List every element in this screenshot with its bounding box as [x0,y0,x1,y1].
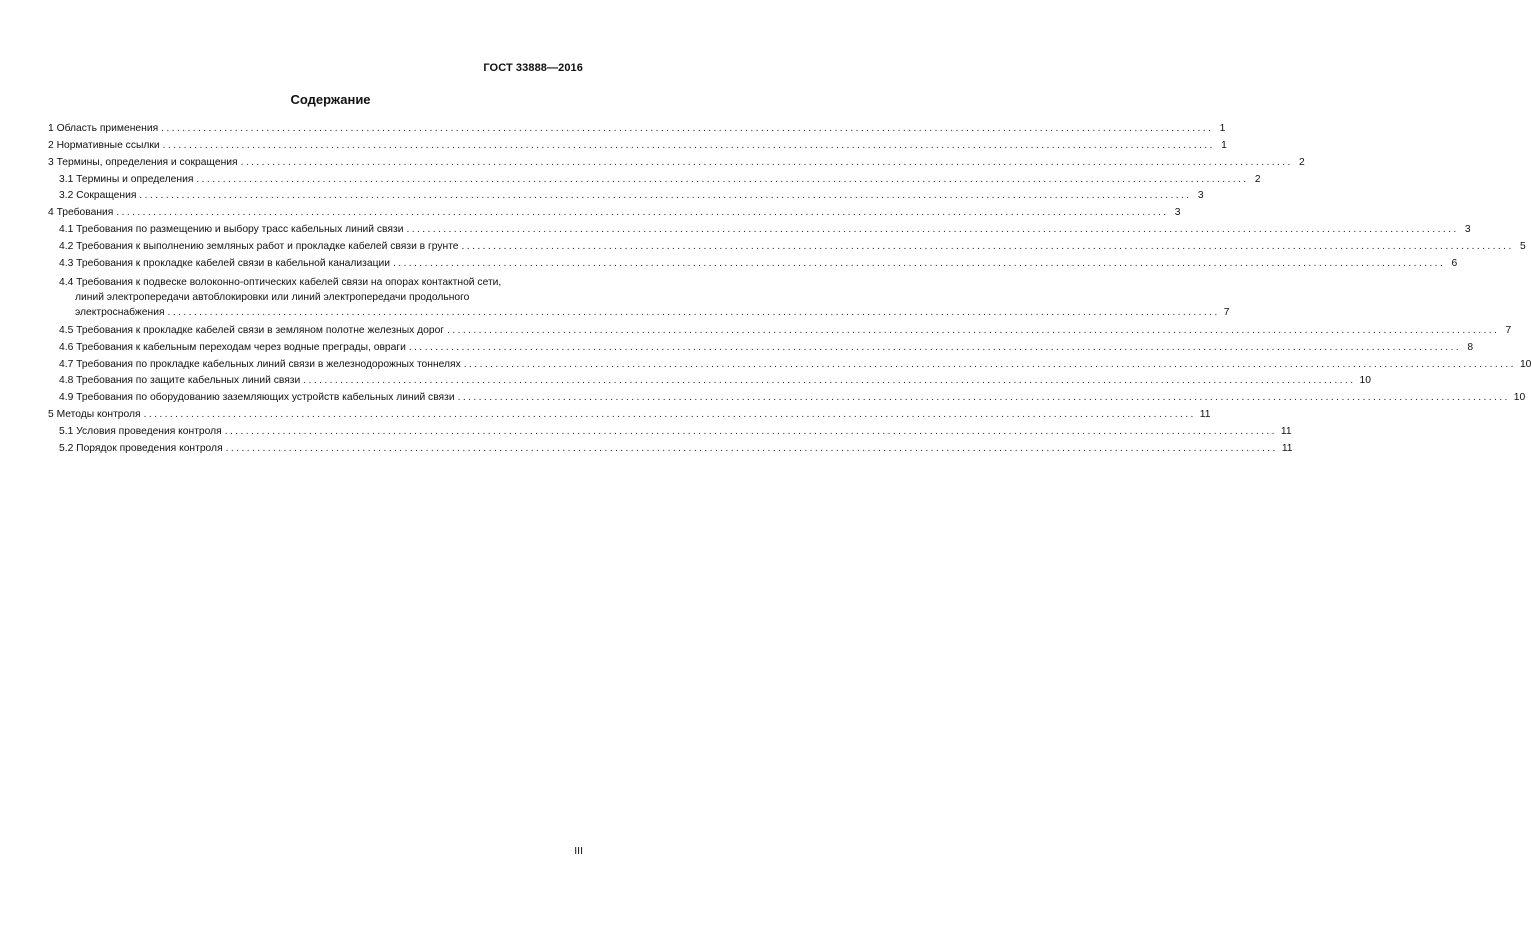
leader-dots: ........................................................................................................................................................................................................ [240,156,1293,168]
toc-entry-title: 5.2 Порядок проведения контроля [59,443,223,455]
toc-entry[interactable] [48,118,1226,135]
toc-entry-page: 11 [1280,426,1292,438]
toc-subentry[interactable] [48,354,1531,371]
toc-entry-title-line: линий электропередачи автоблокировки или линий электропередачи продольного [75,291,470,303]
toc-entry-title: 4.5 Требования к прокладке кабелей связи в земляном полотне железных дорог [59,324,445,336]
toc-entry-title: 4.3 Требования к прокладке кабелей связи в кабельной канализации [59,258,390,270]
toc-subentry[interactable] [48,371,1371,388]
toc-subentry[interactable] [48,320,1512,337]
toc-subentry[interactable] [48,337,1474,354]
leader-dots: ........................................................................................................................................................................................................ [408,341,1462,353]
toc-entry-page: 10 [1359,375,1371,387]
toc-entry-title: 1 Область применения [48,122,159,134]
toc-entry-page: 6 [1451,258,1458,270]
toc-entry-title: 4.9 Требования по оборудованию заземляющих устройств кабельных линий связи [59,392,455,404]
toc-entry-page: 11 [1199,409,1211,421]
toc-subentry[interactable] [48,253,1458,270]
toc-entry-title: 3.1 Термины и определения [59,173,194,185]
leader-dots: ........................................................................................................................................................................................................ [393,258,1446,270]
toc-entry-page: 7 [1223,306,1230,318]
toc-entry-page: 3 [1174,207,1181,219]
toc-subentry[interactable] [48,421,1292,438]
page-title: Содержание [290,92,371,107]
toc-entry-title: 4.2 Требования к выполнению земляных работ и прокладке кабелей связи в грунте [59,241,459,253]
toc-entry-title: 5 Методы контроля [48,409,141,421]
leader-dots: ........................................................................................................................................................................................................ [463,358,1516,370]
table-of-contents [48,118,1531,455]
leader-dots: ........................................................................................................................................................................................................ [162,139,1215,151]
toc-entry-page: 11 [1281,443,1293,455]
leader-dots: ........................................................................................................................................................................................................ [196,173,1249,185]
leader-dots: ........................................................................................................................................................................................................ [225,443,1278,455]
toc-entry-title: 4.1 Требования по размещению и выбору трасс кабельных линий связи [59,224,404,236]
toc-entry-page: 1 [1219,122,1226,134]
toc-entry-page: 2 [1299,156,1305,168]
leader-dots: ........................................................................................................................................................................................................ [139,190,1192,202]
toc-entry-title: 4.6 Требования к кабельным переходам через водные преграды, овраги [59,341,406,353]
leader-dots: ........................................................................................................................................................................................................ [447,324,1500,336]
toc-subentry-multiline[interactable] [48,275,1230,320]
toc-entry[interactable] [48,135,1227,152]
page-number: III [574,845,583,857]
leader-dots: ........................................................................................................................................................................................................ [161,122,1214,134]
leader-dots: ........................................................................................................................................................................................................ [116,207,1169,219]
standard-number: ГОСТ 33888—2016 [483,62,583,74]
toc-entry-page: 2 [1254,173,1261,185]
leader-dots: ........................................................................................................................................................................................................ [303,375,1356,387]
toc-entry-page: 7 [1505,324,1512,336]
toc-subentry[interactable] [48,219,1471,236]
toc-entry-page: 10 [1513,392,1526,404]
toc-subentry[interactable] [48,438,1293,455]
leader-dots: ........................................................................................................................................................................................................ [167,306,1220,318]
toc-entry-page: 5 [1519,241,1526,253]
toc-subentry[interactable] [48,387,1526,404]
toc-subentry[interactable] [48,186,1204,203]
toc-entry[interactable] [48,152,1305,169]
toc-subentry[interactable] [48,236,1526,253]
toc-entry-page: 8 [1467,341,1474,353]
toc-entry[interactable] [48,404,1211,421]
leader-dots: ........................................................................................................................................................................................................ [457,392,1510,404]
toc-entry-title-line: 4.4 Требования к подвеске волоконно-оптических кабелей связи на опорах контактной сети, [59,276,502,288]
toc-entry-title: 5.1 Условия проведения контроля [59,426,222,438]
leader-dots: ........................................................................................................................................................................................................ [406,224,1459,236]
toc-entry-title: 3 Термины, определения и сокращения [48,156,238,168]
toc-entry-page: 1 [1221,139,1227,151]
toc-subentry[interactable] [48,169,1261,186]
toc-entry[interactable] [48,202,1181,219]
leader-dots: ........................................................................................................................................................................................................ [224,426,1277,438]
toc-entry-title: 4 Требования [48,207,114,219]
leader-dots: ........................................................................................................................................................................................................ [143,409,1196,421]
toc-entry-page: 3 [1464,224,1471,236]
leader-dots: ........................................................................................................................................................................................................ [461,241,1514,253]
toc-entry-title: 4.7 Требования по прокладке кабельных линий связи в железнодорожных тоннелях [59,358,461,370]
toc-entry-page: 3 [1197,190,1204,202]
toc-entry-page: 10 [1519,358,1531,370]
toc-entry-title: 2 Нормативные ссылки [48,139,160,151]
toc-entry-title: 3.2 Сокращения [59,190,137,202]
toc-entry-title: 4.8 Требования по защите кабельных линий связи [59,375,301,387]
toc-entry-title-line: электроснабжения [75,306,165,318]
